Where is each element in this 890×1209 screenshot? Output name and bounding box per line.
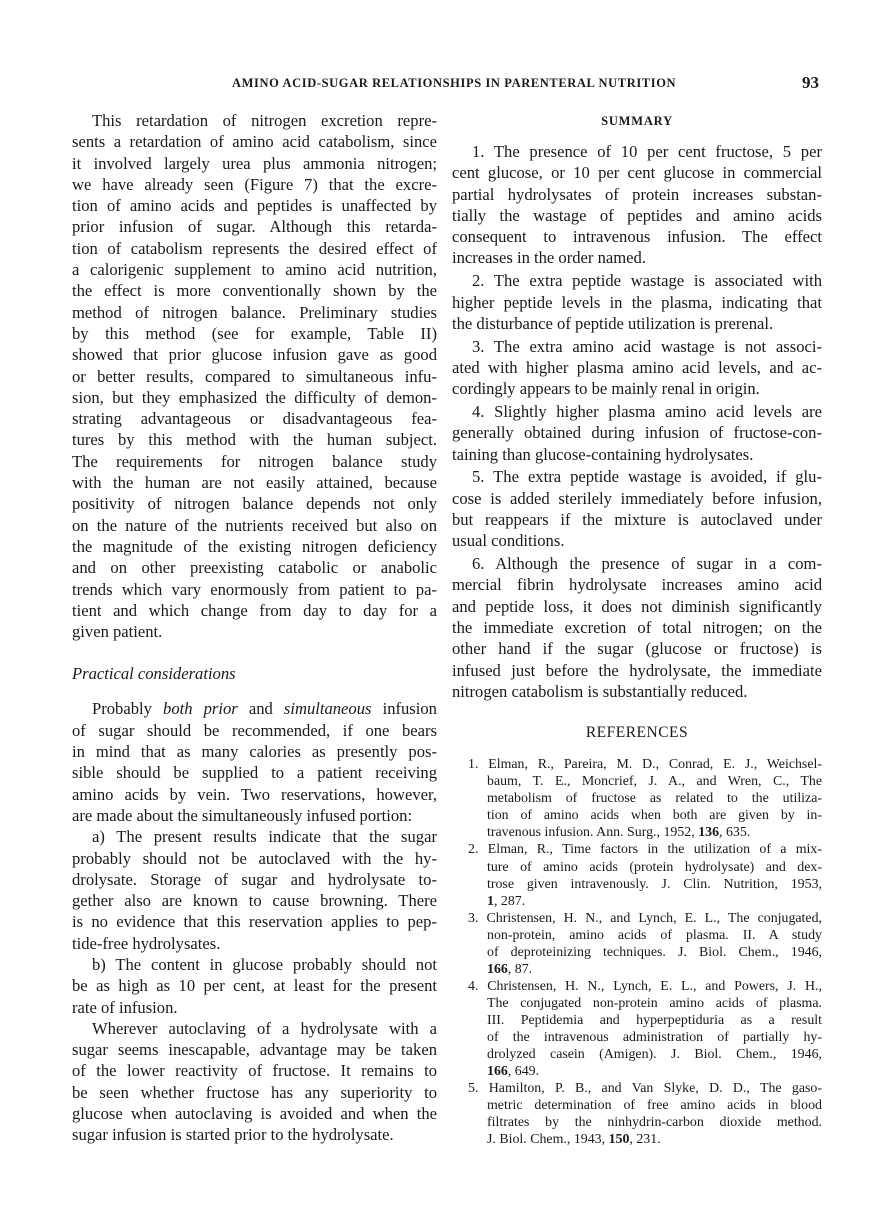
text-line: is no evidence that this reservation applies to pep- (72, 912, 437, 932)
text-line: higher peptide levels in the plasma, indicating that (452, 292, 822, 312)
text-line: or better results, compared to simultaneous infu- (72, 366, 437, 386)
text-line (452, 1131, 822, 1148)
text-segment: , 87. (507, 961, 533, 977)
text-line: in mind that as many calories as presently pos- (72, 742, 437, 762)
text-line: it involved largely urea plus ammonia nitrogen; (72, 153, 437, 173)
text-line: of the lower reactivity of fructose. It remains to (72, 1061, 437, 1081)
running-header: AMINO ACID-SUGAR RELATIONSHIPS IN PARENTERAL NUTRITION (232, 76, 677, 90)
volume-number: 166 (487, 1064, 508, 1080)
text-line: gether also are known to cause browning. There (72, 891, 437, 911)
text-line: are made about the simultaneously infused portion: (72, 805, 413, 825)
text-line: 3. Christensen, H. N., and Lynch, E. L., The conjugated, (468, 910, 822, 926)
text-line: method of nitrogen balance. Preliminary studies (72, 302, 437, 322)
text-line (452, 824, 822, 841)
text-line: non-protein, amino acids of plasma. II. A study (487, 927, 822, 943)
text-line (72, 698, 437, 719)
text-line: 5. Hamilton, P. B., and Van Slyke, D. D., The gaso- (468, 1081, 822, 1097)
text-line: sible should be supplied to a patient receiving (72, 763, 437, 783)
text-line: of sugar should be recommended, if one bears (72, 720, 437, 740)
text-line: This retardation of nitrogen excretion repre- (92, 111, 437, 130)
right-column (452, 110, 822, 1148)
text-line: probably should not be autoclaved with the hy- (72, 848, 437, 868)
text-line: drolysate. Storage of sugar and hydrolysate to- (72, 869, 437, 889)
text-line: strating advantageous or disadvantageous fea- (72, 409, 437, 429)
text-line: partial hydrolysates of protein increases substan- (452, 184, 822, 204)
emphasis-text: both prior (163, 699, 238, 719)
text-segment: , 287. (493, 893, 526, 909)
text-line: 1. Elman, R., Pareira, M. D., Conrad, E. J., Weichsel- (468, 757, 822, 773)
text-line: increases in the order named. (452, 248, 646, 268)
volume-number: 150 (608, 1132, 630, 1148)
text-line: Wherever autoclaving of a hydrolysate with a (92, 1018, 437, 1038)
text-line (452, 893, 822, 910)
text-line: cent glucose, or 10 per cent glucose in commercial (452, 163, 822, 183)
emphasis-text: simultaneous (283, 699, 372, 719)
reference-item (452, 756, 822, 841)
text-line: rate of infusion. (72, 997, 178, 1017)
text-line: 2. The extra peptide wastage is associated with (472, 271, 822, 291)
text-line: tion of amino acids when both are given by in- (487, 808, 822, 824)
reference-item (452, 978, 822, 1080)
text-line: with the human are not easily attained, because (72, 473, 437, 493)
text-line: generally obtained during infusion of fructose-con- (452, 423, 822, 443)
paragraph (72, 698, 437, 826)
text-line: other hand if the sugar (glucose or fructose) is (452, 639, 822, 659)
text-line: sugar seems inescapable, advantage may be taken (72, 1040, 437, 1060)
text-line: consequent to intravenous infusion. The effect (452, 227, 822, 247)
text-line: a) The present results indicate that the sugar (92, 827, 437, 847)
text-line: the effect is more conventionally shown by the (72, 281, 437, 301)
text-segment: Probably (92, 699, 164, 719)
paragraph (72, 110, 437, 642)
text-line: cordingly appears to be mainly renal in origin. (452, 379, 760, 399)
paragraph (72, 954, 437, 1018)
text-line: tion of amino acids and peptides is unaffected by (72, 196, 437, 216)
reference-item (452, 910, 822, 978)
paragraph (72, 826, 437, 954)
text-segment: J. Biol. Chem., 1943, (487, 1132, 609, 1148)
text-line: baum, T. E., Moncrief, J. A., and Wren, C., The (487, 774, 822, 790)
summary-item (452, 336, 822, 400)
text-line: tide-free hydrolysates. (72, 933, 221, 953)
text-line: cose is added sterilely immediately before infusion, (452, 488, 822, 508)
summary-item (452, 401, 822, 465)
text-line: by this method (see for example, Table II) (72, 323, 437, 343)
summary-item (452, 553, 822, 702)
text-line: 2. Elman, R., Time factors in the utilization of a mix- (468, 842, 822, 858)
text-line: ture of amino acids (protein hydrolysate) and dex- (487, 859, 822, 875)
text-line: a calorigenic supplement to amino acid nutrition, (72, 260, 437, 280)
summary-list (452, 141, 822, 702)
text-line: the magnitude of the existing nitrogen deficiency (72, 536, 437, 556)
references-list (452, 756, 822, 1148)
text-line: sugar infusion is started prior to the hydrolysate. (72, 1125, 394, 1145)
page-number: 93 (802, 73, 819, 92)
text-segment: , 635. (719, 825, 751, 841)
text-segment: , 231. (629, 1132, 661, 1148)
summary-item (452, 466, 822, 551)
text-segment: travenous infusion. Ann. Surg., 1952, (487, 825, 699, 841)
text-line: showed that prior glucose infusion gave as good (72, 345, 437, 365)
text-line: prior infusion of sugar. Although this retarda- (72, 217, 437, 237)
text-line: infused just before the hydrolysate, the immediate (452, 660, 822, 680)
text-line (452, 961, 822, 978)
text-line: 5. The extra peptide wastage is avoided, if glu- (472, 467, 822, 487)
text-line: taining than glucose-containing hydrolysates. (452, 444, 754, 464)
text-line: tient and which change from day to day for a (72, 600, 437, 620)
text-line: and on other preexisting catabolic or anabolic (72, 558, 437, 578)
summary-item (452, 270, 822, 334)
text-line: III. Peptidemia and hyperpeptiduria as a result (487, 1012, 822, 1028)
text-line: metric determination of free amino acids in blood (487, 1098, 822, 1114)
text-line: 6. Although the presence of sugar in a com- (472, 554, 822, 574)
references-heading: REFERENCES (585, 724, 689, 742)
section-heading: Practical considerations (72, 664, 236, 684)
text-line: be seen whether fructose has any superiority to (72, 1082, 437, 1102)
text-line: trends which vary enormously from patient to pa- (72, 579, 437, 599)
text-line: trose given intravenously. J. Clin. Nutrition, 1953, (487, 876, 822, 892)
text-line: glucose when autoclaving is avoided and when the (72, 1104, 437, 1124)
text-segment: infusion (371, 699, 437, 719)
text-line: drolyzed casein (Amigen). J. Biol. Chem., 1946, (487, 1047, 822, 1063)
text-line: the disturbance of peptide utilization is prerenal. (452, 313, 774, 333)
text-line: mercial fibrin hydrolysate increases amino acid (452, 575, 822, 595)
text-line: and peptide loss, it does not diminish significantly (452, 596, 822, 616)
text-line: but reappears if the mixture is autoclaved under (452, 510, 822, 530)
volume-number: 136 (698, 825, 720, 841)
text-line: of the intravenous administration of partially hy- (487, 1029, 822, 1045)
text-line: filtrates by the ninhydrin-carbon dioxide method. (487, 1115, 822, 1131)
text-line: metabolism of fructose as related to the utiliza- (487, 791, 822, 807)
text-line: 3. The extra amino acid wastage is not associ- (472, 336, 822, 356)
text-line: 4. Slightly higher plasma amino acid levels are (472, 402, 822, 422)
text-line (452, 1063, 822, 1080)
volume-number: 1 (487, 893, 494, 909)
text-line: we have already seen (Figure 7) that the excre- (72, 174, 437, 194)
reference-item (452, 1080, 822, 1148)
text-line: amino acids by vein. Two reservations, however, (72, 784, 437, 804)
text-line: nitrogen catabolism is substantially reduced. (452, 681, 748, 701)
reference-item (452, 841, 822, 909)
text-line: 1. The presence of 10 per cent fructose, 5 per (472, 142, 822, 161)
text-line: of deproteinizing techniques. J. Biol. Chem., 1946, (487, 944, 822, 960)
text-line: on the nature of the nutrients received but also on (72, 515, 437, 535)
summary-heading: SUMMARY (601, 114, 673, 128)
text-line: tion of catabolism represents the desired effect of (72, 238, 437, 258)
text-line: The conjugated non-protein amino acids of plasma. (487, 995, 822, 1011)
text-segment: and (237, 699, 284, 719)
text-line: tially the wastage of peptides and amino acids (452, 205, 822, 225)
text-line: given patient. (72, 622, 163, 642)
text-segment: , 649. (507, 1064, 540, 1080)
text-line: positivity of nitrogen balance depends not only (72, 494, 437, 514)
text-line: b) The content in glucose probably should not (92, 954, 437, 974)
volume-number: 166 (487, 961, 508, 977)
text-line: usual conditions. (452, 531, 565, 551)
text-line: sents a retardation of amino acid catabolism, since (72, 132, 437, 152)
text-line: be as high as 10 per cent, at least for the present (72, 976, 437, 996)
paragraph (72, 1018, 437, 1146)
left-column (72, 110, 437, 1146)
text-line: The requirements for nitrogen balance study (72, 451, 437, 471)
summary-item (452, 141, 822, 269)
text-line: the immediate excretion of total nitrogen; on the (452, 618, 822, 638)
text-line: ated with higher plasma amino acid levels, and ac- (452, 357, 822, 377)
text-line: 4. Christensen, H. N., Lynch, E. L., and Powers, J. H., (468, 978, 822, 994)
text-line: sion, but they emphasized the difficulty of demon- (72, 387, 437, 407)
text-line: tures by this method with the human subject. (72, 430, 437, 450)
